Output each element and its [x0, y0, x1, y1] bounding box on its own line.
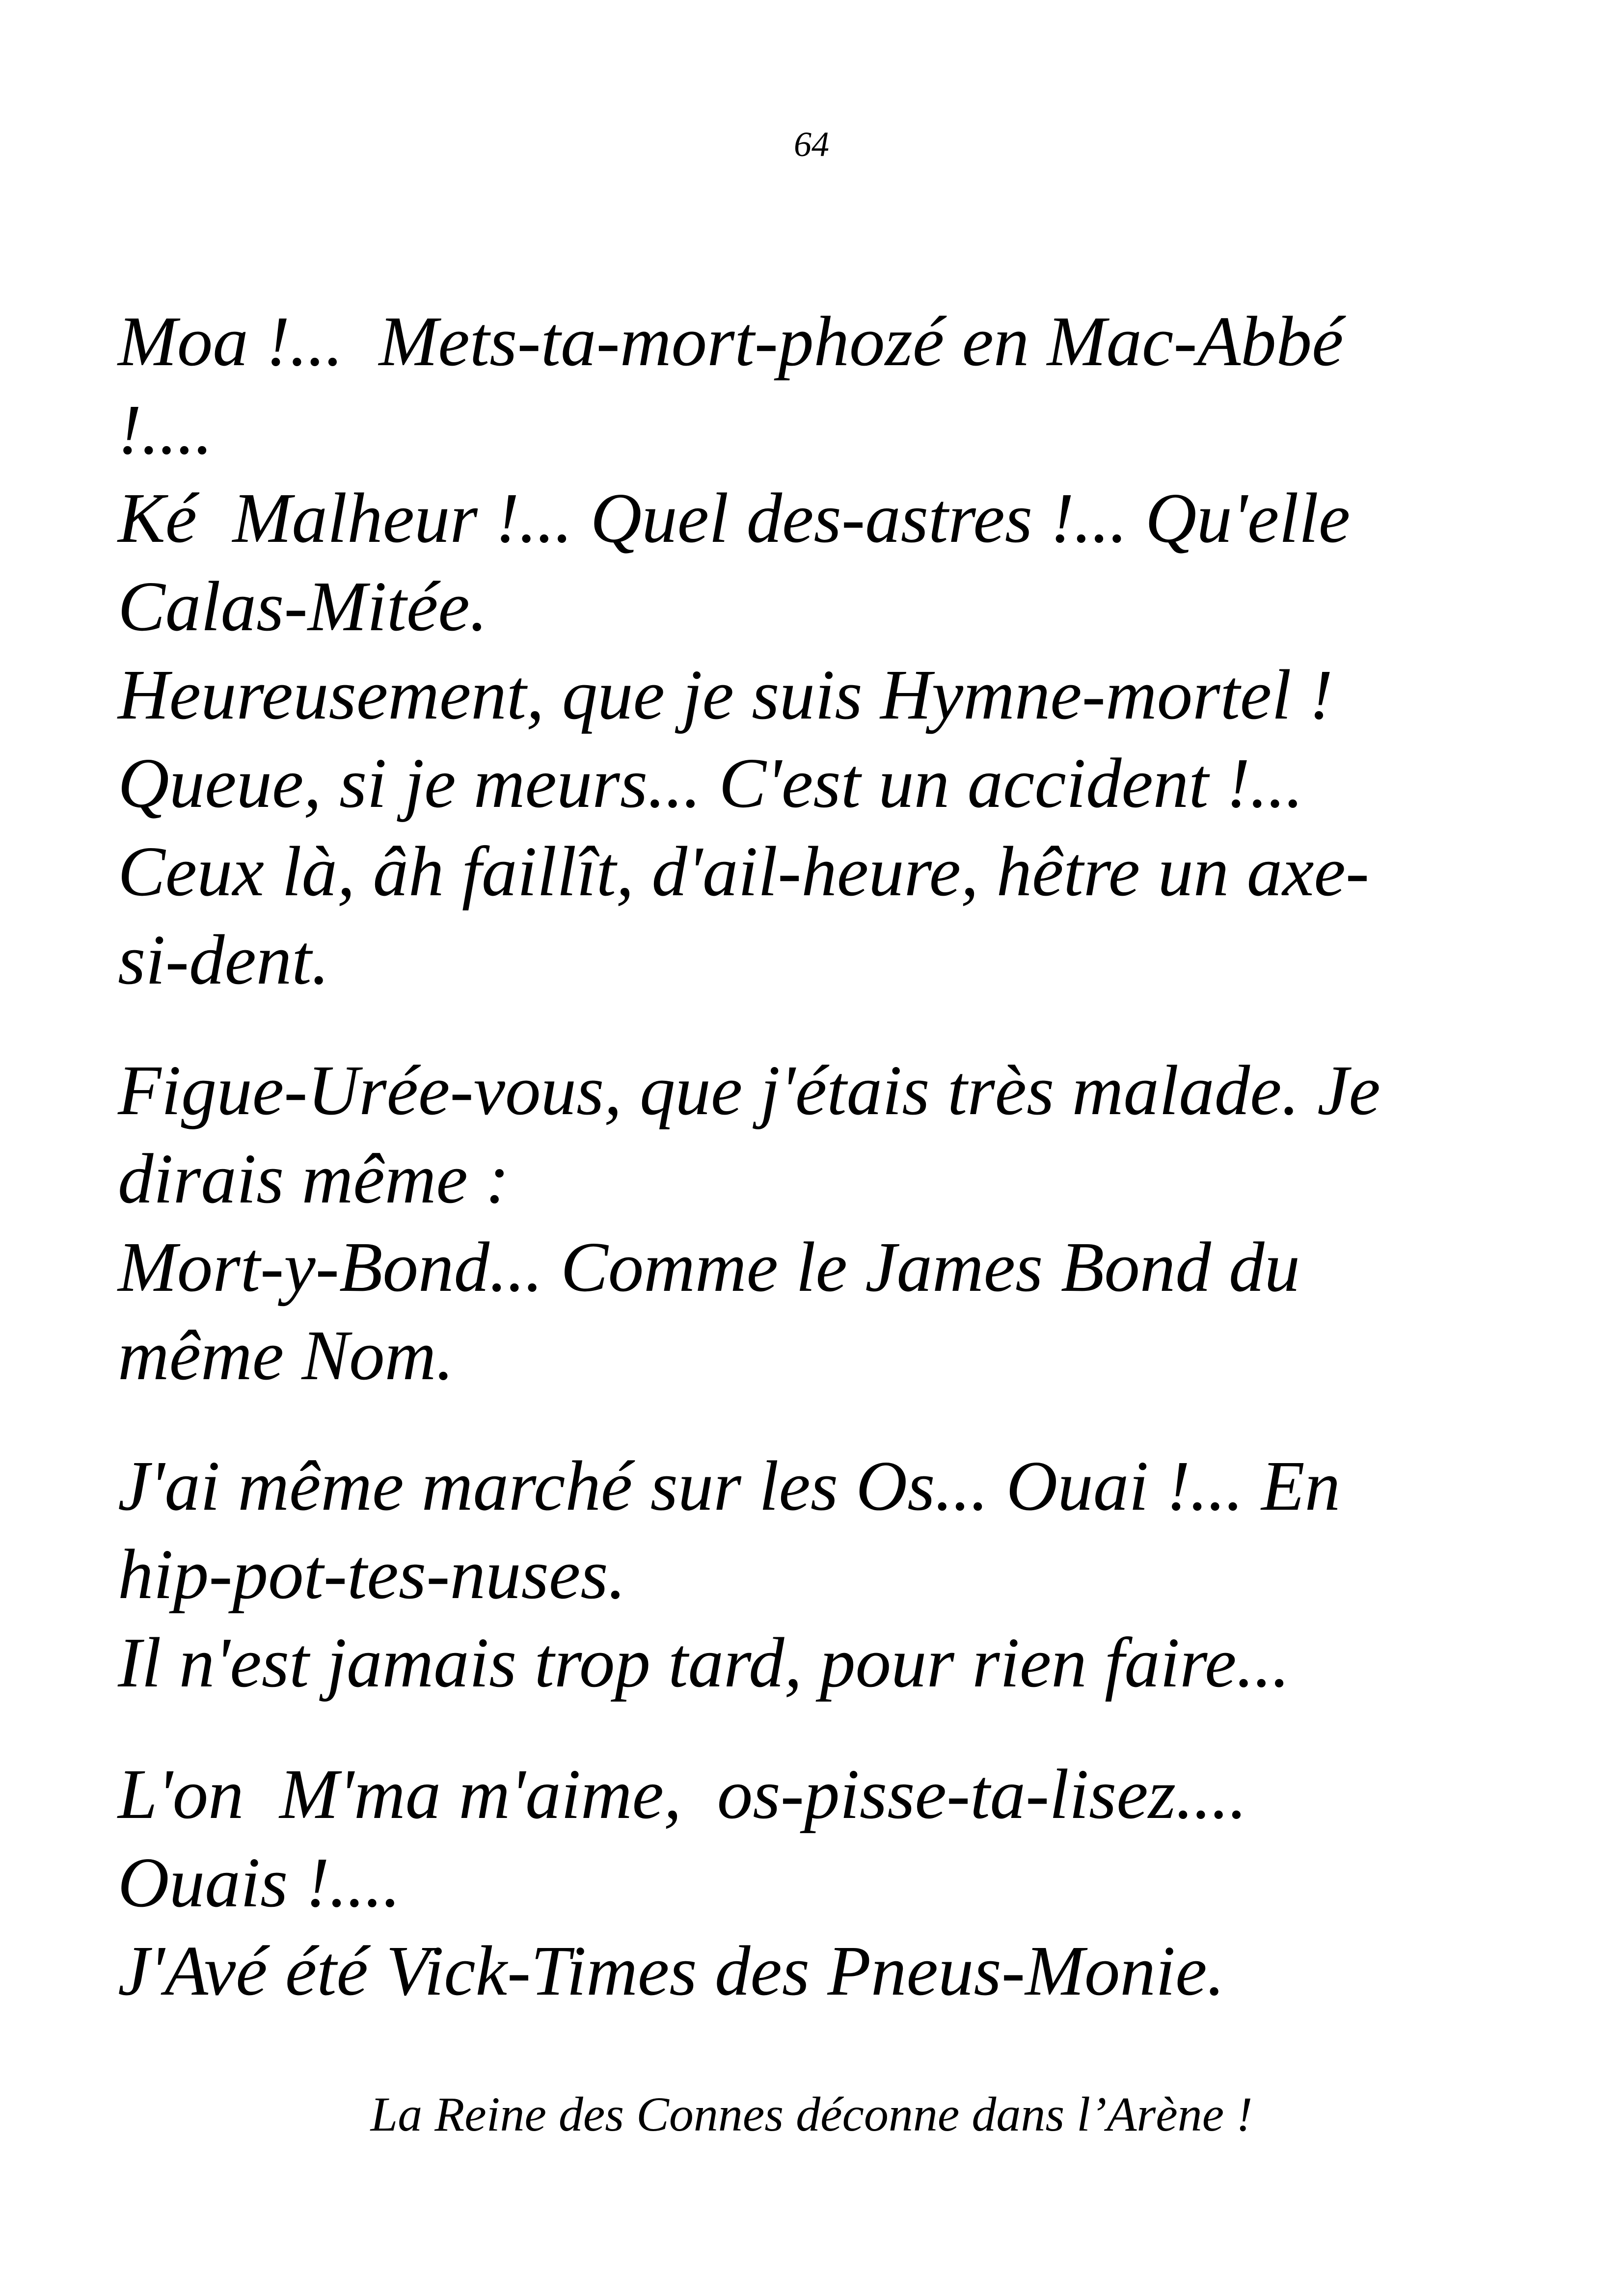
stanza-line: Calas-Mitée. — [118, 567, 488, 646]
stanza-line: !.... — [118, 391, 213, 469]
page-number: 64 — [794, 125, 829, 164]
stanza-line: Ouais !.... — [118, 1843, 401, 1922]
stanza-line: même Nom. — [118, 1316, 454, 1395]
stanza-line: si-dent. — [118, 921, 329, 999]
stanza-line: Queue, si je meurs... C'est un accident !... — [118, 744, 1303, 823]
stanza-line: Heureusement, que je suis Hymne-mortel ! — [118, 656, 1333, 734]
stanza-line: Ké Malheur !... Quel des-astres !... Qu'elle — [118, 479, 1351, 558]
stanza-line: J'Avé été Vick-Times des Pneus-Monie. — [118, 1932, 1225, 2010]
stanza-line: Moa !... Mets-ta-mort-phozé en Mac-Abbé — [118, 302, 1344, 381]
stanza-line: Figue-Urée-vous, que j'étais très malade. Je — [118, 1051, 1380, 1130]
stanza-line: J'ai même marché sur les Os... Ouai !... En — [118, 1447, 1341, 1525]
stanza-line: hip-pot-tes-nuses. — [118, 1535, 626, 1614]
stanza-2 — [118, 1046, 1522, 1400]
stanza-line: Mort-y-Bond... Comme le James Bond du — [118, 1228, 1300, 1307]
stanza-line: Ceux là, âh faillît, d'ail-heure, hêtre un axe- — [118, 832, 1370, 911]
stanza-line: Il n'est jamais trop tard, pour rien faire... — [118, 1624, 1290, 1702]
stanza-line: dirais même : — [118, 1140, 510, 1218]
stanza-line: L'on M'ma m'aime, os-pisse-ta-lisez.... — [118, 1755, 1247, 1834]
stanza-4 — [118, 1750, 1522, 2015]
page-footer: La Reine des Connes déconne dans l’Arène ! — [370, 2087, 1253, 2141]
stanza-3 — [118, 1442, 1522, 1707]
stanza-1 — [118, 297, 1522, 1004]
